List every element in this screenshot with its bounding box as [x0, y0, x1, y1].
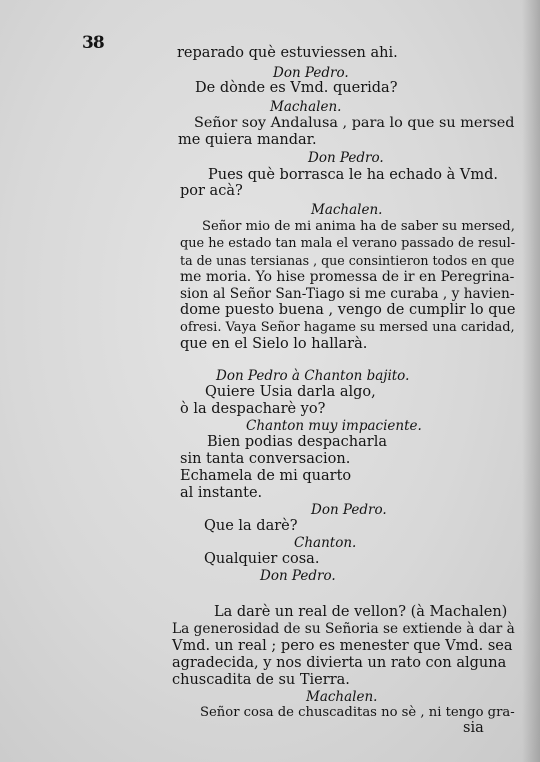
text-line: Bien podias despacharla: [207, 434, 387, 450]
speaker-name: Machalen.: [311, 202, 383, 218]
speaker-name: Machalen.: [306, 689, 378, 705]
text-line: que en el Sielo lo hallarà.: [180, 336, 368, 352]
catchword: sia: [463, 720, 484, 736]
text-line: Vmd. un real ; pero es menester que Vmd. sea: [172, 638, 513, 654]
text-line: Echamela de mi quarto: [180, 468, 352, 484]
speaker-name: Chanton muy impaciente.: [246, 418, 422, 434]
text-line: me moria. Yo hise promessa de ir en Peregrina-: [180, 269, 515, 285]
speaker-name: Don Pedro.: [260, 568, 336, 584]
text-line: La generosidad de su Señoria se extiende à dar à: [172, 621, 515, 637]
text-line: al instante.: [180, 485, 263, 501]
text-line: que he estado tan mala el verano passado de resul-: [180, 236, 516, 251]
speaker-name: Don Pedro.: [273, 65, 349, 81]
text-line: reparado què estuviessen ahi.: [177, 45, 398, 61]
text-line: Qualquier cosa.: [204, 551, 320, 567]
text-line: Señor cosa de chuscaditas no sè , ni tengo gra-: [200, 705, 515, 720]
text-line: De dònde es Vmd. querida?: [195, 80, 398, 96]
page-edge-shadow: [522, 0, 540, 762]
speaker-name: Machalen.: [270, 99, 342, 115]
text-line: Señor soy Andalusa , para lo que su mersed: [194, 115, 515, 131]
text-line: ta de unas tersianas , que consintieron todos en que: [180, 253, 515, 268]
text-line: por acà?: [180, 183, 243, 199]
text-line: La darè un real de vellon? (à Machalen): [214, 604, 508, 620]
text-line: ofresi. Vaya Señor hagame su mersed una caridad,: [180, 320, 515, 335]
speaker-name: Don Pedro.: [308, 150, 384, 166]
speaker-name: Don Pedro à Chanton bajito.: [216, 368, 410, 384]
text-line: agradecida, y nos divierta un rato con alguna: [172, 655, 507, 671]
text-line: Señor mio de mi anima ha de saber su mersed,: [202, 219, 515, 234]
text-line: Que la darè?: [204, 518, 298, 534]
text-line: dome puesto buena , vengo de cumplir lo que: [180, 302, 516, 318]
speaker-name: Chanton.: [294, 535, 357, 551]
text-line: Quiere Usia darla algo,: [205, 384, 376, 400]
text-line: sion al Señor San-Tiago si me curaba , y havien-: [180, 286, 515, 302]
text-line: chuscadita de su Tierra.: [172, 672, 350, 688]
speaker-name: Don Pedro.: [311, 502, 387, 518]
text-line: sin tanta conversacion.: [180, 451, 351, 467]
page-number: 38: [82, 33, 104, 53]
text-line: Pues què borrasca le ha echado à Vmd.: [208, 167, 498, 183]
text-line: me quiera mandar.: [178, 132, 317, 148]
text-line: ò la despacharè yo?: [180, 401, 326, 417]
